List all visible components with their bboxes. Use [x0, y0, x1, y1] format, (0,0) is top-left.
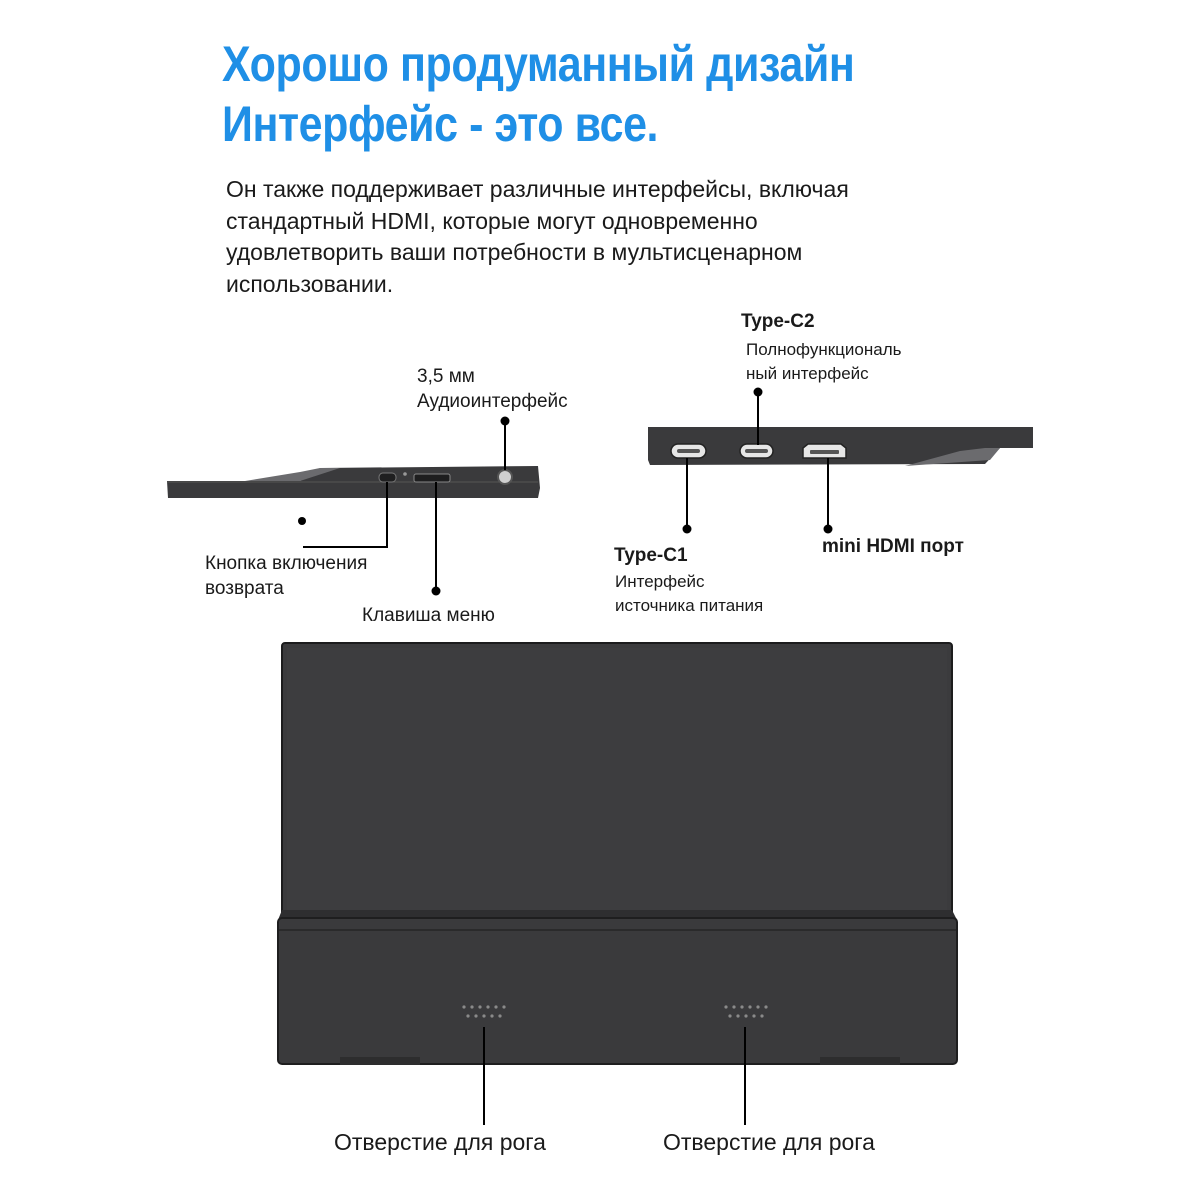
- power-button-label-line-1: Кнопка включения: [205, 553, 368, 574]
- menu-key-label: Клавиша меню: [362, 605, 495, 626]
- typec2-description-line-2: ный интерфейс: [746, 364, 869, 383]
- headline-line-1: Хорошо продуманный дизайн: [222, 36, 855, 92]
- front-view: [278, 643, 957, 1065]
- stand-base: [278, 918, 957, 1064]
- power-button-label: [205, 551, 367, 601]
- typec1-description-line-2: источника питания: [615, 596, 764, 615]
- audio-jack-icon: [498, 470, 512, 484]
- right-side-view: [648, 427, 1033, 466]
- menu-key-icon: [414, 474, 450, 482]
- audio-jack-label-line-2: Аудиоинтерфейс: [417, 391, 568, 412]
- typec2-title: Type-C2: [741, 311, 815, 332]
- headline-line-2: Интерфейс - это все.: [222, 96, 659, 152]
- mini-hdmi-label: mini HDMI порт: [822, 536, 964, 557]
- power-button-icon: [379, 473, 396, 482]
- power-button-label-line-2: возврата: [205, 578, 284, 599]
- typec1-title: Type-C1: [614, 545, 688, 566]
- led-indicator-icon: [403, 472, 407, 476]
- audio-jack-label-line-1: 3,5 мм: [417, 366, 475, 387]
- typec2-description-line-1: Полнофункциональ: [746, 340, 902, 359]
- speaker-right-label: Отверстие для рога: [663, 1129, 875, 1155]
- description-line-1: Он также поддерживает различные интерфейсы, включая: [226, 176, 849, 202]
- typec1-description-line-1: Интерфейс: [615, 572, 705, 591]
- description-line-2: стандартный HDMI, которые могут одновременно: [226, 207, 758, 234]
- left-side-view: [167, 466, 540, 498]
- speaker-left-label: Отверстие для рога: [334, 1129, 546, 1155]
- typec2-description: [746, 338, 902, 386]
- description-line-3: удовлетворить ваши потребности в мультисценарном: [226, 239, 803, 265]
- description-line-4: использовании.: [226, 270, 394, 297]
- audio-jack-label: [417, 364, 568, 414]
- typec1-description: [615, 570, 763, 618]
